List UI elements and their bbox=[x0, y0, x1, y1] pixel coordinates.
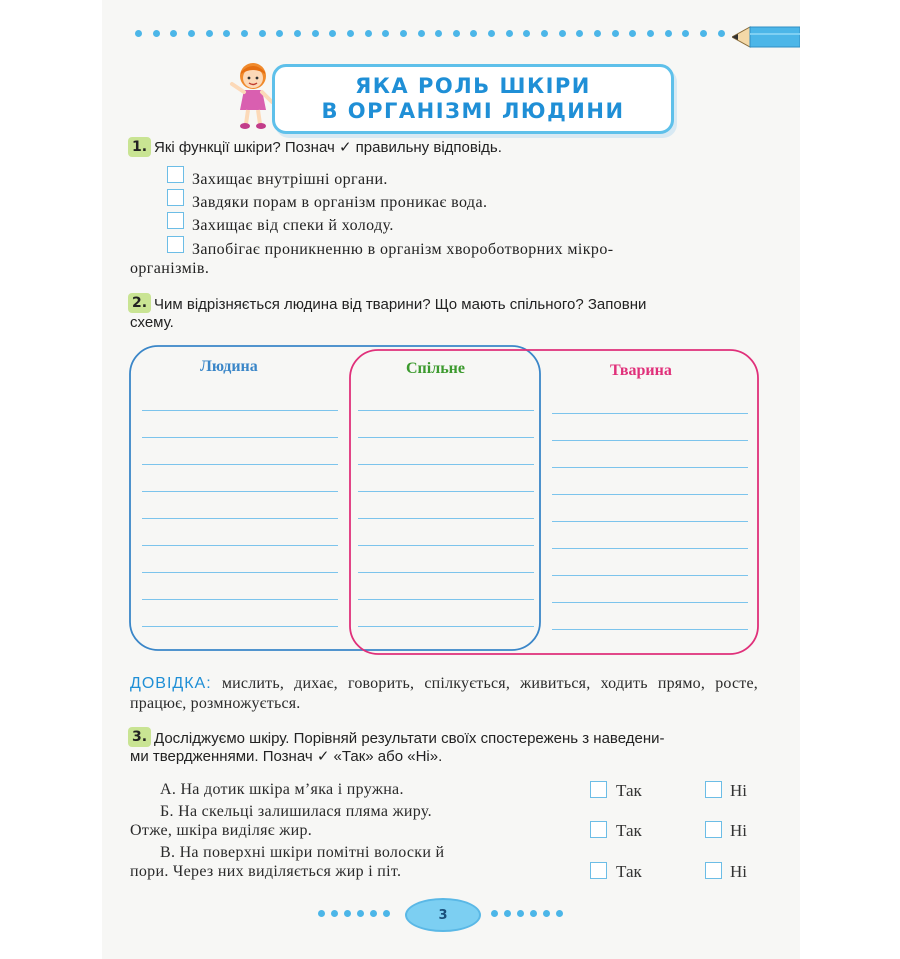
writing-line[interactable] bbox=[552, 467, 748, 468]
writing-line[interactable] bbox=[552, 575, 748, 576]
task1-option-4-cont: організмів. bbox=[130, 260, 210, 277]
decor-dot bbox=[170, 30, 177, 37]
task2-number: 2. bbox=[128, 293, 151, 313]
page-number: 3 bbox=[405, 898, 481, 932]
decor-dot bbox=[453, 30, 460, 37]
decor-dot bbox=[682, 30, 689, 37]
answer-c-yes-checkbox[interactable] bbox=[590, 862, 607, 879]
decor-dot bbox=[517, 910, 524, 917]
answer-b-yes-checkbox[interactable] bbox=[590, 821, 607, 838]
decor-dot bbox=[135, 30, 142, 37]
decor-dot bbox=[357, 910, 364, 917]
decor-dot bbox=[541, 30, 548, 37]
task3-number: 3. bbox=[128, 727, 151, 747]
task3-question-line-2: ми твердженнями. Познач ✓ «Так» або «Ні». bbox=[130, 748, 443, 765]
decor-dot bbox=[318, 910, 325, 917]
decor-dot bbox=[543, 910, 550, 917]
decor-dot bbox=[400, 30, 407, 37]
task3-statement-b: Б. На скельці залишилася пляма жиру. bbox=[160, 803, 432, 820]
column-label-human: Людина bbox=[200, 358, 258, 375]
footer-dots-left bbox=[318, 910, 390, 917]
decor-dot bbox=[259, 30, 266, 37]
writing-line[interactable] bbox=[552, 521, 748, 522]
writing-line[interactable] bbox=[552, 629, 748, 630]
task1-option-4: Запобігає проникненню в організм хвороботворних мікро- bbox=[192, 241, 614, 258]
comparison-diagram bbox=[128, 344, 764, 656]
writing-line[interactable] bbox=[358, 518, 534, 519]
decor-dot bbox=[344, 910, 351, 917]
answer-a-yes-label: Так bbox=[616, 781, 642, 800]
decor-dot bbox=[718, 30, 725, 37]
task3-question-line-1: Досліджуємо шкіру. Порівняй результати своїх спостережень з наведени- bbox=[154, 730, 665, 747]
writing-line[interactable] bbox=[552, 494, 748, 495]
decor-dot bbox=[329, 30, 336, 37]
animal-column-outline bbox=[350, 350, 758, 654]
decor-dot bbox=[470, 30, 477, 37]
decor-dot bbox=[665, 30, 672, 37]
task3-statement-a: А. На дотик шкіра м’яка і пружна. bbox=[160, 781, 404, 798]
human-column-outline bbox=[130, 346, 540, 650]
answer-b-yes-label: Так bbox=[616, 821, 642, 840]
task2-question-line-1: Чим відрізняється людина від тварини? Що мають спільного? Заповни bbox=[154, 296, 647, 313]
task1-checkbox-1[interactable] bbox=[167, 166, 184, 183]
task1-checkbox-4[interactable] bbox=[167, 236, 184, 253]
answer-c-yes-label: Так bbox=[616, 862, 642, 881]
writing-line[interactable] bbox=[358, 626, 534, 627]
writing-line[interactable] bbox=[358, 599, 534, 600]
decor-dot bbox=[576, 30, 583, 37]
decor-dot bbox=[523, 30, 530, 37]
writing-line[interactable] bbox=[358, 491, 534, 492]
decor-dot bbox=[556, 910, 563, 917]
page-title-line-2: В ОРГАНІЗМІ ЛЮДИНИ bbox=[321, 99, 625, 123]
answer-a-yes-checkbox[interactable] bbox=[590, 781, 607, 798]
decor-dot bbox=[383, 910, 390, 917]
writing-line[interactable] bbox=[142, 626, 338, 627]
task1-option-3: Захищає від спеки й холоду. bbox=[192, 217, 394, 234]
writing-line[interactable] bbox=[358, 410, 534, 411]
decor-dot bbox=[530, 910, 537, 917]
column-label-common: Спільне bbox=[406, 360, 465, 377]
writing-line[interactable] bbox=[358, 437, 534, 438]
answer-c-no-label: Ні bbox=[730, 862, 747, 881]
hint-text: мислить, дихає, говорить, спілкується, живиться, ходить прямо, росте, працює, розмножується. bbox=[130, 675, 758, 712]
decor-dot bbox=[647, 30, 654, 37]
writing-line[interactable] bbox=[142, 518, 338, 519]
decor-dot bbox=[370, 910, 377, 917]
decor-dot bbox=[223, 30, 230, 37]
decor-dot bbox=[506, 30, 513, 37]
task1-checkbox-3[interactable] bbox=[167, 212, 184, 229]
task1-option-1: Захищає внутрішні органи. bbox=[192, 171, 388, 188]
decor-dot bbox=[347, 30, 354, 37]
hint-block bbox=[130, 674, 758, 714]
decor-dot bbox=[488, 30, 495, 37]
writing-line[interactable] bbox=[142, 464, 338, 465]
task2-question-line-2: схему. bbox=[130, 314, 174, 331]
hint-label: ДОВІДКА: bbox=[130, 675, 212, 692]
task1-question: Які функції шкіри? Познач ✓ правильну відповідь. bbox=[154, 139, 502, 156]
task3-statement-c: В. На поверхні шкіри помітні волоски й bbox=[160, 844, 445, 861]
writing-line[interactable] bbox=[358, 545, 534, 546]
top-dots-decoration bbox=[135, 30, 725, 40]
girl-mascot-icon bbox=[228, 58, 278, 130]
decor-dot bbox=[206, 30, 213, 37]
decor-dot bbox=[559, 30, 566, 37]
decor-dot bbox=[331, 910, 338, 917]
answer-b-no-label: Ні bbox=[730, 821, 747, 840]
task1-option-2: Завдяки порам в організм проникає вода. bbox=[192, 194, 488, 211]
decor-dot bbox=[594, 30, 601, 37]
writing-line[interactable] bbox=[142, 545, 338, 546]
writing-line[interactable] bbox=[552, 413, 748, 414]
writing-line[interactable] bbox=[552, 602, 748, 603]
answer-b-no-checkbox[interactable] bbox=[705, 821, 722, 838]
decor-dot bbox=[382, 30, 389, 37]
writing-line[interactable] bbox=[142, 437, 338, 438]
decor-dot bbox=[491, 910, 498, 917]
footer-dots-right bbox=[491, 910, 563, 917]
decor-dot bbox=[629, 30, 636, 37]
page-title-line-1: ЯКА РОЛЬ ШКІРИ bbox=[355, 74, 591, 98]
decor-dot bbox=[294, 30, 301, 37]
decor-dot bbox=[612, 30, 619, 37]
writing-line[interactable] bbox=[142, 491, 338, 492]
writing-line[interactable] bbox=[142, 572, 338, 573]
writing-line[interactable] bbox=[358, 464, 534, 465]
task3-statement-c-cont: пори. Через них виділяється жир і піт. bbox=[130, 863, 402, 880]
task1-number: 1. bbox=[128, 137, 151, 157]
task1-checkbox-2[interactable] bbox=[167, 189, 184, 206]
answer-c-no-checkbox[interactable] bbox=[705, 862, 722, 879]
decor-dot bbox=[418, 30, 425, 37]
decor-dot bbox=[435, 30, 442, 37]
answer-a-no-checkbox[interactable] bbox=[705, 781, 722, 798]
decor-dot bbox=[700, 30, 707, 37]
pencil-icon bbox=[732, 24, 800, 50]
writing-line[interactable] bbox=[552, 440, 748, 441]
writing-line[interactable] bbox=[552, 548, 748, 549]
answer-a-no-label: Ні bbox=[730, 781, 747, 800]
writing-line[interactable] bbox=[142, 599, 338, 600]
decor-dot bbox=[241, 30, 248, 37]
decor-dot bbox=[365, 30, 372, 37]
column-label-animal: Тварина bbox=[610, 362, 672, 379]
decor-dot bbox=[153, 30, 160, 37]
decor-dot bbox=[312, 30, 319, 37]
page-title-box bbox=[272, 64, 674, 134]
decor-dot bbox=[276, 30, 283, 37]
decor-dot bbox=[188, 30, 195, 37]
decor-dot bbox=[504, 910, 511, 917]
writing-line[interactable] bbox=[142, 410, 338, 411]
task3-statement-b-cont: Отже, шкіра виділяє жир. bbox=[130, 822, 313, 839]
writing-line[interactable] bbox=[358, 572, 534, 573]
